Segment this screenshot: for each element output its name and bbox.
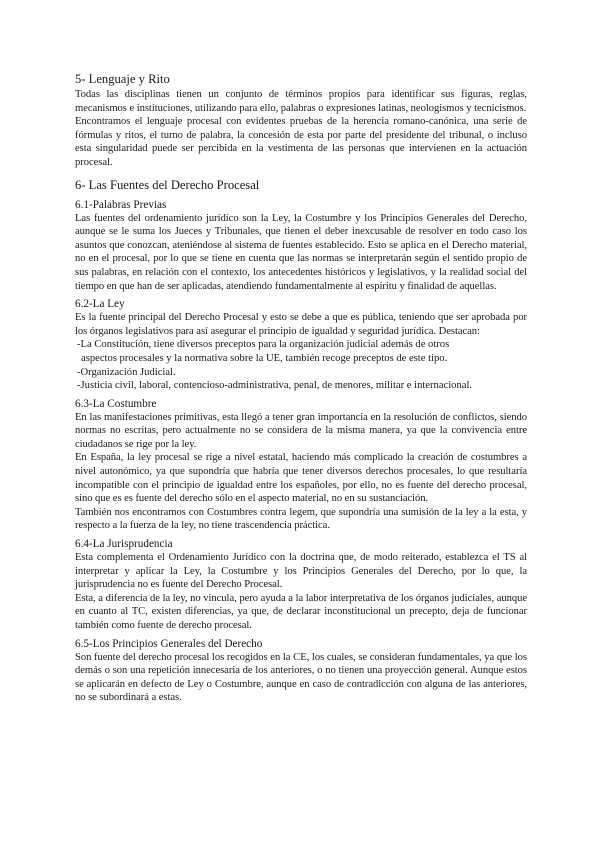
list-item: -Organización Judicial. [77,366,176,378]
section-6-4-heading: 6.4-La Jurisprudencia [75,538,173,551]
section-6-4-paragraph-2: Esta, a diferencia de la ley, no vincula, pero ayuda a la labor interpretativa de los órganos judiciales, aunque en cuanto al TC, existen diferencias, ya que, de declarar inconstitucional un precepto, deja de funcionar también como fuente de derecho procesal. [75,592,527,631]
document-page [75,72,527,705]
list-item: -Justicia civil, laboral, contencioso-administrativa, penal, de menores, militar e internacional. [77,380,473,392]
list-item: aspectos procesales y la normativa sobre la UE, también recoge preceptos de este tipo. [81,352,448,364]
section-6-2-heading: 6.2-La Ley [75,298,125,311]
section-5-paragraph-1: Todas las disciplinas tienen un conjunto de términos propios para identificar sus figuras, reglas, mecanismos e instituciones, utilizando para ello, palabras o expresiones latinas, neologismos y tecnicismos. [75,89,527,114]
section-6-3-paragraph-2: En España, la ley procesal se rige a nivel estatal, haciendo más complicado la creación de costumbres a nivel autonómico, ya que supondría que habría que tener diversos derechos procesales, lo que resultaría incompatible con el principio de igualdad entre los españoles, por ello, no es fuente del derecho procesal, sino que es es fuente del derecho sólo en el aspecto material, no en su sustanciación. [75,452,527,505]
section-6-3-paragraph-3: También nos encontramos con Costumbres contra legem, que supondría una sumisión de la ley a la esta, y respecto a la fuerza de la ley, no tiene trascendencia práctica. [75,506,527,532]
section-6-3-heading: 6.3-La Costumbre [75,397,157,410]
section-6-1-heading: 6.1-Palabras Previas [75,198,167,211]
section-6-heading: 6- Las Fuentes del Derecho Procesal [75,177,260,192]
section-5-heading: 5- Lenguaje y Rito [75,72,170,86]
list-item: -La Constitución, tiene diversos preceptos para la organización judicial además de otros [77,339,450,351]
section-6-1-paragraph-1: Las fuentes del ordenamiento jurídico son la Ley, la Costumbre y los Principios Generales del Derecho, aunque se le suma los Jueces y Tribunales, que tienen el deber inexcusable de resolver en todo caso los asuntos que conozcan, ateniéndose al sistema de fuentes establecido. Esto se aplica en el Derecho material, no en el procesal, por lo que se tiene en cuenta que las normas se interpretarán según el sentido propio de sus palabras, en relación con el contexto, los antecedentes históricos y legislativos, y la realidad social del tiempo en que han de ser aplicadas, atendiendo fundamentalmente al espíritu y finalidad de aquellas. [75,212,527,292]
section-6-2-paragraph-1: Es la fuente principal del Derecho Procesal y esto se debe a que es pública, teniendo que ser aprobada por los órganos legislativos para así asegurar el principio de igualdad y seguridad jurídica. Destacan: [75,312,527,337]
section-6-3-paragraph-1: En las manifestaciones primitivas, esta llegó a tener gran importancia en la resolución de conflictos, siendo normas no escritas, pero actualmente no se considera de la misma manera, ya que la convivencia entre ciudadanos se rige por la ley. [75,411,527,450]
section-6-4-paragraph-1: Esta complementa el Ordenamiento Jurídico con la doctrina que, de modo reiterado, establezca el TS al interpretar y aplicar la Ley, la Costumbre y los Principios Generales del Derecho, por lo que, la jurisprudencia no es fuente del Derecho Procesal. [75,552,527,591]
section-5-paragraph-2: Encontramos el lenguaje procesal con evidentes pruebas de la herencia romano-canónica, una serie de fórmulas y ritos, el turno de palabra, la concesión de esta por parte del presidente del tribunal, o incluso esta singularidad puede ser percibida en la vestimenta de las personas que intervienen en la actuación procesal. [75,116,527,168]
section-6-5-paragraph-1: Son fuente del derecho procesal los recogidos en la CE, los cuales, se consideran fundamentales, ya que los demás o son una repetición innecesaria de los anteriores, o no tienen una proyección general. Aunque estos se aplicarán en defecto de Ley o Costumbre, aunque en caso de contradicción con alguna de las anteriores, no se subordinará a estas. [75,651,527,704]
section-6-5-heading: 6.5-Los Principios Generales del Derecho [75,637,263,650]
